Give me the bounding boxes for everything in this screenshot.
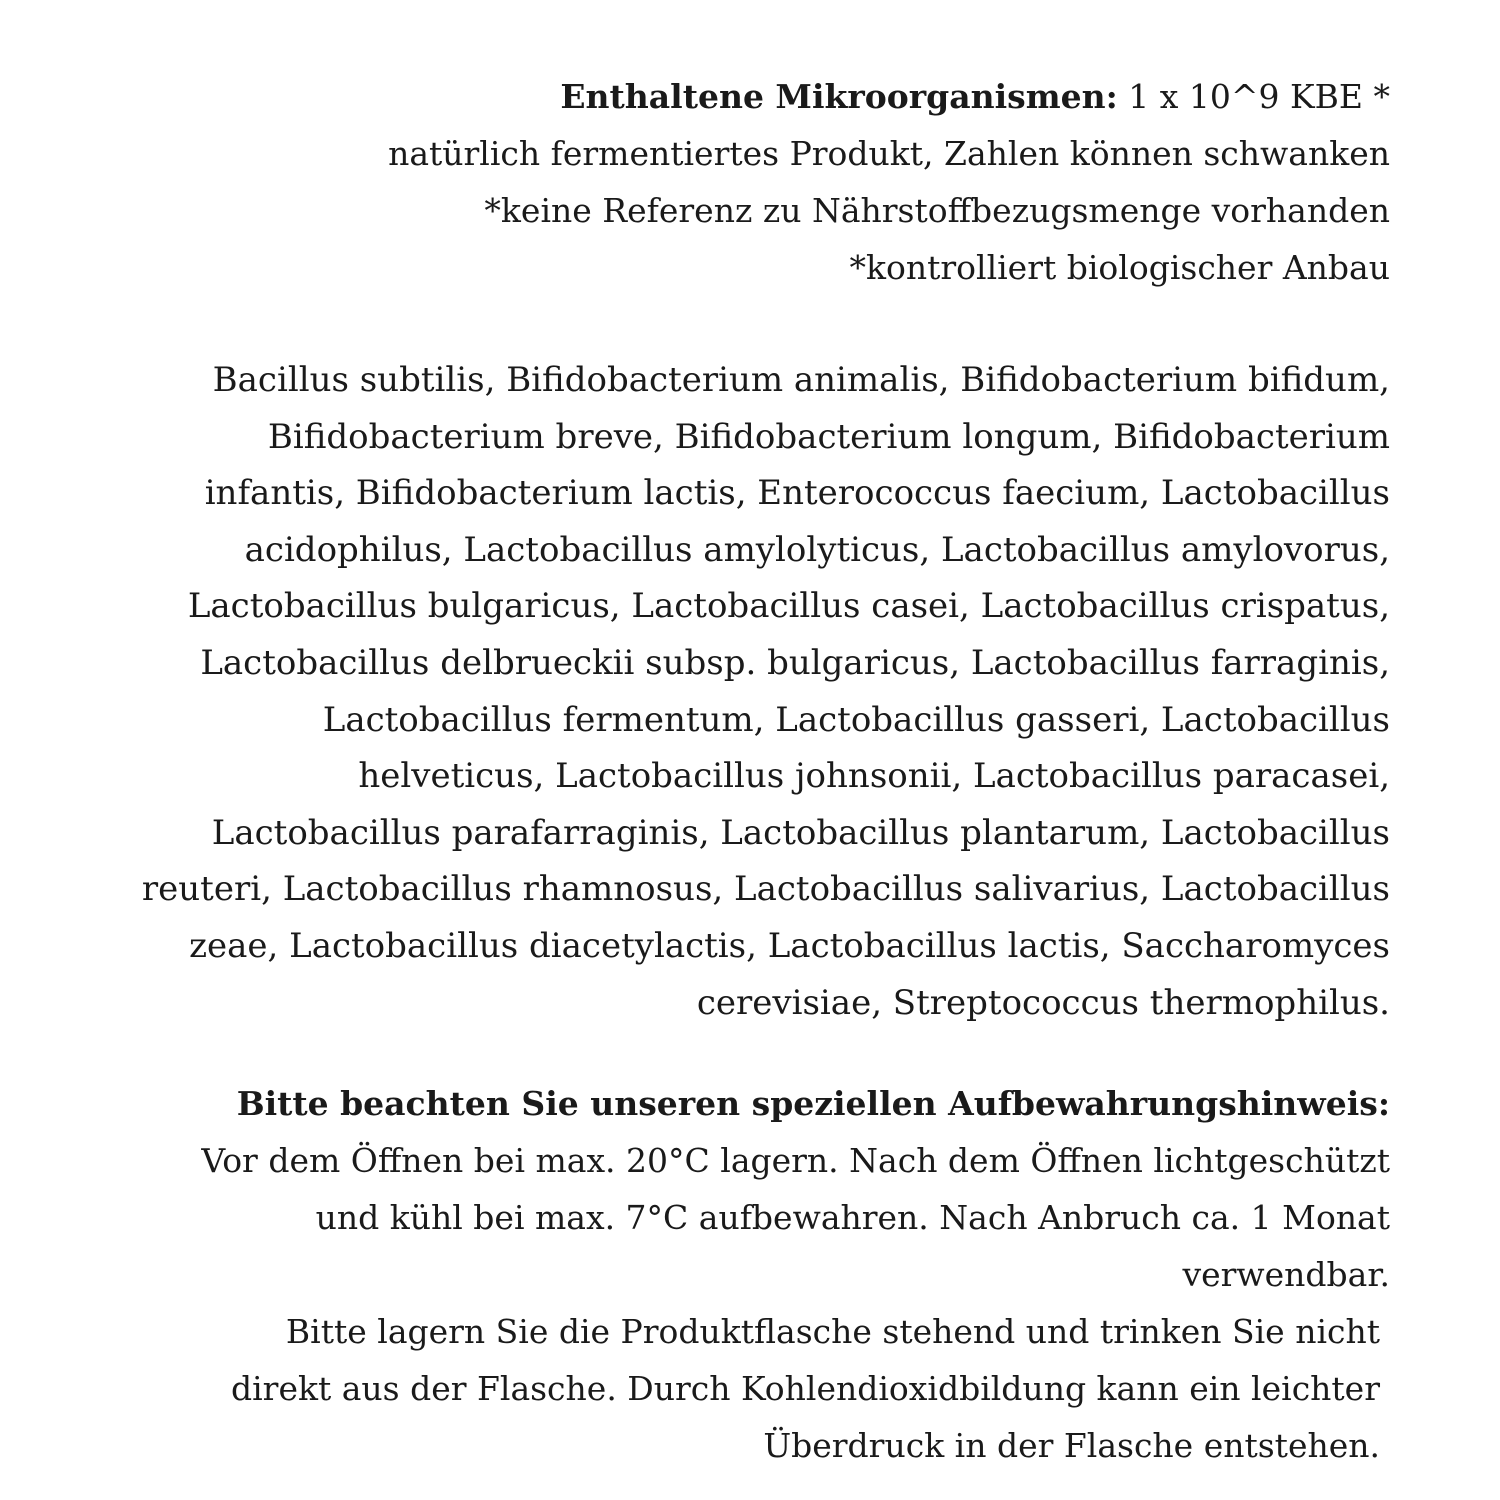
species-list (142, 352, 1390, 1031)
storage-line: direkt aus der Flasche. Durch Kohlendioxidbildung kann ein leichter (231, 1369, 1380, 1408)
storage-line: und kühl bei max. 7°C aufbewahren. Nach Anbruch ca. 1 Monat (315, 1198, 1390, 1237)
species-line: reuteri, Lactobacillus rhamnosus, Lactobacillus salivarius, Lactobacillus (141, 869, 1390, 910)
storage-line: Bitte lagern Sie die Produktflasche stehend und trinken Sie nicht (285, 1312, 1380, 1351)
species-line: infantis, Bifidobacterium lactis, Enterococcus faecium, Lactobacillus (204, 473, 1390, 514)
species-line: acidophilus, Lactobacillus amylolyticus, Lactobacillus amylovorus, (244, 529, 1390, 570)
storage-paragraph-1 (201, 1132, 1390, 1303)
note-line: natürlich fermentiertes Produkt, Zahlen können schwanken (388, 134, 1390, 173)
storage-line: Vor dem Öffnen bei max. 20°C lagern. Nach dem Öffnen lichtgeschützt (201, 1141, 1390, 1180)
species-line: helveticus, Lactobacillus johnsonii, Lactobacillus paracasei, (358, 756, 1390, 797)
note-line: *kontrolliert biologischer Anbau (849, 248, 1390, 287)
species-line: zeae, Lactobacillus diacetylactis, Lactobacillus lactis, Saccharomyces (189, 925, 1390, 966)
species-line: Lactobacillus parafarraginis, Lactobacillus plantarum, Lactobacillus (211, 812, 1390, 853)
storage-line: Überdruck in der Flasche entstehen. (763, 1426, 1380, 1465)
storage-section (201, 1075, 1390, 1474)
storage-line: verwendbar. (1182, 1255, 1390, 1294)
species-line: Bacillus subtilis, Bifidobacterium animalis, Bifidobacterium bifidum, (212, 360, 1390, 400)
microorganisms-section (388, 68, 1390, 296)
storage-paragraph-2 (201, 1303, 1390, 1474)
species-line: Lactobacillus fermentum, Lactobacillus gasseri, Lactobacillus (322, 699, 1390, 740)
species-line: Bifidobacterium breve, Bifidobacterium longum, Bifidobacterium (267, 416, 1390, 457)
product-label (60, 0, 1390, 1500)
species-line: Lactobacillus bulgaricus, Lactobacillus casei, Lactobacillus crispatus, (187, 586, 1390, 627)
species-line: cerevisiae, Streptococcus thermophilus. (696, 982, 1390, 1023)
storage-heading: Bitte beachten Sie unseren speziellen Aufbewahrungshinweis: (236, 1084, 1390, 1123)
microorganisms-value: 1 x 10^9 KBE * (1128, 77, 1390, 116)
note-line: *keine Referenz zu Nährstoffbezugsmenge vorhanden (484, 191, 1390, 230)
species-line: Lactobacillus delbrueckii subsp. bulgaricus, Lactobacillus farraginis, (200, 642, 1390, 683)
microorganisms-label: Enthaltene Mikroorganismen: (560, 77, 1118, 116)
microorganisms-count-line (388, 68, 1390, 125)
